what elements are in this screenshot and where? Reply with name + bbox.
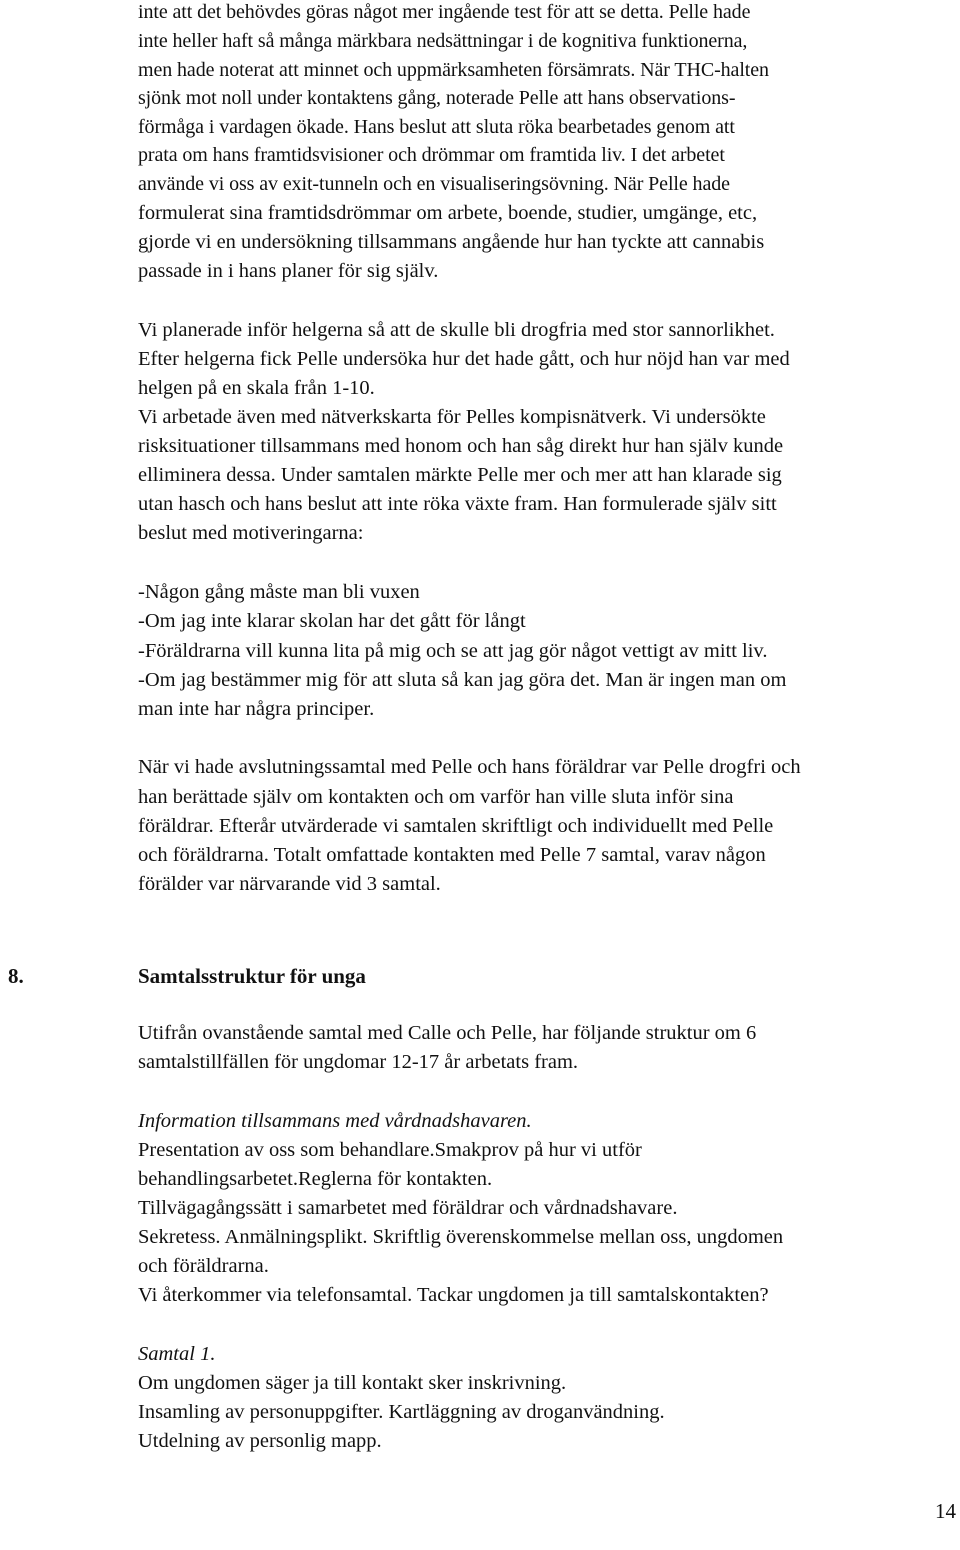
paragraph-4-line: När vi hade avslutningssamtal med Pelle och hans föräldrar var Pelle drogfri och	[138, 756, 801, 778]
paragraph-4-line: och föräldrarna. Totalt omfattade kontakten med Pelle 7 samtal, varav någon	[138, 844, 766, 866]
motivation-item: man inte har några principer.	[138, 698, 375, 720]
info-line: Tillvägagångssätt i samarbetet med föräldrar och vårdnadshavare.	[138, 1197, 678, 1219]
motivation-item: -Om jag inte klarar skolan har det gått för långt	[138, 610, 526, 632]
paragraph-1-line: men hade noterat att minnet och uppmärksamheten försämrats. När THC-halten	[138, 59, 769, 81]
paragraph-1-line: prata om hans framtidsvisioner och drömmar om framtida liv. I det arbetet	[138, 144, 725, 166]
paragraph-1-line: formulerat sina framtidsdrömmar om arbete, boende, studier, umgänge, etc,	[138, 202, 758, 224]
paragraph-2-line: risksituationer tillsammans med honom och han såg direkt hur han själv kunde	[138, 435, 784, 457]
paragraph-2-line: beslut med motiveringarna:	[138, 522, 364, 544]
paragraph-2-line: helgen på en skala från 1-10.	[138, 377, 375, 399]
section-title: Samtalsstruktur för unga	[138, 964, 366, 988]
section-number: 8.	[8, 964, 24, 988]
samtal-1-line: Om ungdomen säger ja till kontakt sker inskrivning.	[138, 1372, 567, 1394]
section-intro-line: samtalstillfällen för ungdomar 12-17 år arbetats fram.	[138, 1051, 579, 1073]
paragraph-2-line: utan hasch och hans beslut att inte röka växte fram. Han formulerade själv sitt	[138, 493, 777, 515]
info-line: Presentation av oss som behandlare.Smakprov på hur vi utför	[138, 1139, 642, 1161]
paragraph-2-line: Efter helgerna fick Pelle undersöka hur det hade gått, och hur nöjd han var med	[138, 348, 790, 370]
paragraph-1-line: sjönk mot noll under kontaktens gång, noterade Pelle att hans observations-	[138, 87, 736, 109]
samtal-1-heading: Samtal 1.	[138, 1343, 216, 1365]
motivation-item: -Om jag bestämmer mig för att sluta så kan jag göra det. Man är ingen man om	[138, 669, 787, 691]
paragraph-1-line: förmåga i vardagen ökade. Hans beslut att sluta röka bearbetades genom att	[138, 116, 735, 138]
paragraph-4-line: han berättade själv om kontakten och om varför han ville sluta inför sina	[138, 786, 734, 808]
paragraph-1-line: gjorde vi en undersökning tillsammans angående hur han tyckte att cannabis	[138, 231, 765, 253]
paragraph-4-line: förälder var närvarande vid 3 samtal.	[138, 873, 441, 895]
paragraph-2-line: elliminera dessa. Under samtalen märkte Pelle mer och mer att han klarade sig	[138, 464, 782, 486]
paragraph-4-line: föräldrar. Efterår utvärderade vi samtalen skriftligt och individuellt med Pelle	[138, 815, 774, 837]
info-line: Vi återkommer via telefonsamtal. Tackar ungdomen ja till samtalskontakten?	[138, 1284, 769, 1306]
info-heading: Information tillsammans med vårdnadshavaren.	[138, 1110, 532, 1132]
info-line: behandlingsarbetet.Reglerna för kontakten.	[138, 1168, 493, 1190]
section-intro-line: Utifrån ovanstående samtal med Calle och Pelle, har följande struktur om 6	[138, 1022, 757, 1044]
paragraph-1-line: inte att det behövdes göras något mer ingående test för att se detta. Pelle hade	[138, 1, 751, 23]
motivation-item: -Någon gång måste man bli vuxen	[138, 581, 420, 603]
page-number: 14	[935, 1499, 956, 1523]
samtal-1-line: Insamling av personuppgifter. Kartläggning av droganvändning.	[138, 1401, 665, 1423]
paragraph-1-line: inte heller haft så många märkbara nedsättningar i de kognitiva funktionerna,	[138, 30, 748, 52]
paragraph-1-line: använde vi oss av exit-tunneln och en visualiseringsövning. När Pelle hade	[138, 173, 730, 195]
paragraph-2-line: Vi arbetade även med nätverkskarta för Pelles kompisnätverk. Vi undersökte	[138, 406, 766, 428]
info-line: och föräldrarna.	[138, 1255, 269, 1277]
samtal-1-line: Utdelning av personlig mapp.	[138, 1430, 382, 1452]
motivation-item: -Föräldrarna vill kunna lita på mig och se att jag gör något vettigt av mitt liv.	[138, 640, 768, 662]
paragraph-1-line: passade in i hans planer för sig själv.	[138, 260, 439, 282]
paragraph-2-line: Vi planerade inför helgerna så att de skulle bli drogfria med stor sannorlikhet.	[138, 319, 775, 341]
info-line: Sekretess. Anmälningsplikt. Skriftlig överenskommelse mellan oss, ungdomen	[138, 1226, 784, 1248]
